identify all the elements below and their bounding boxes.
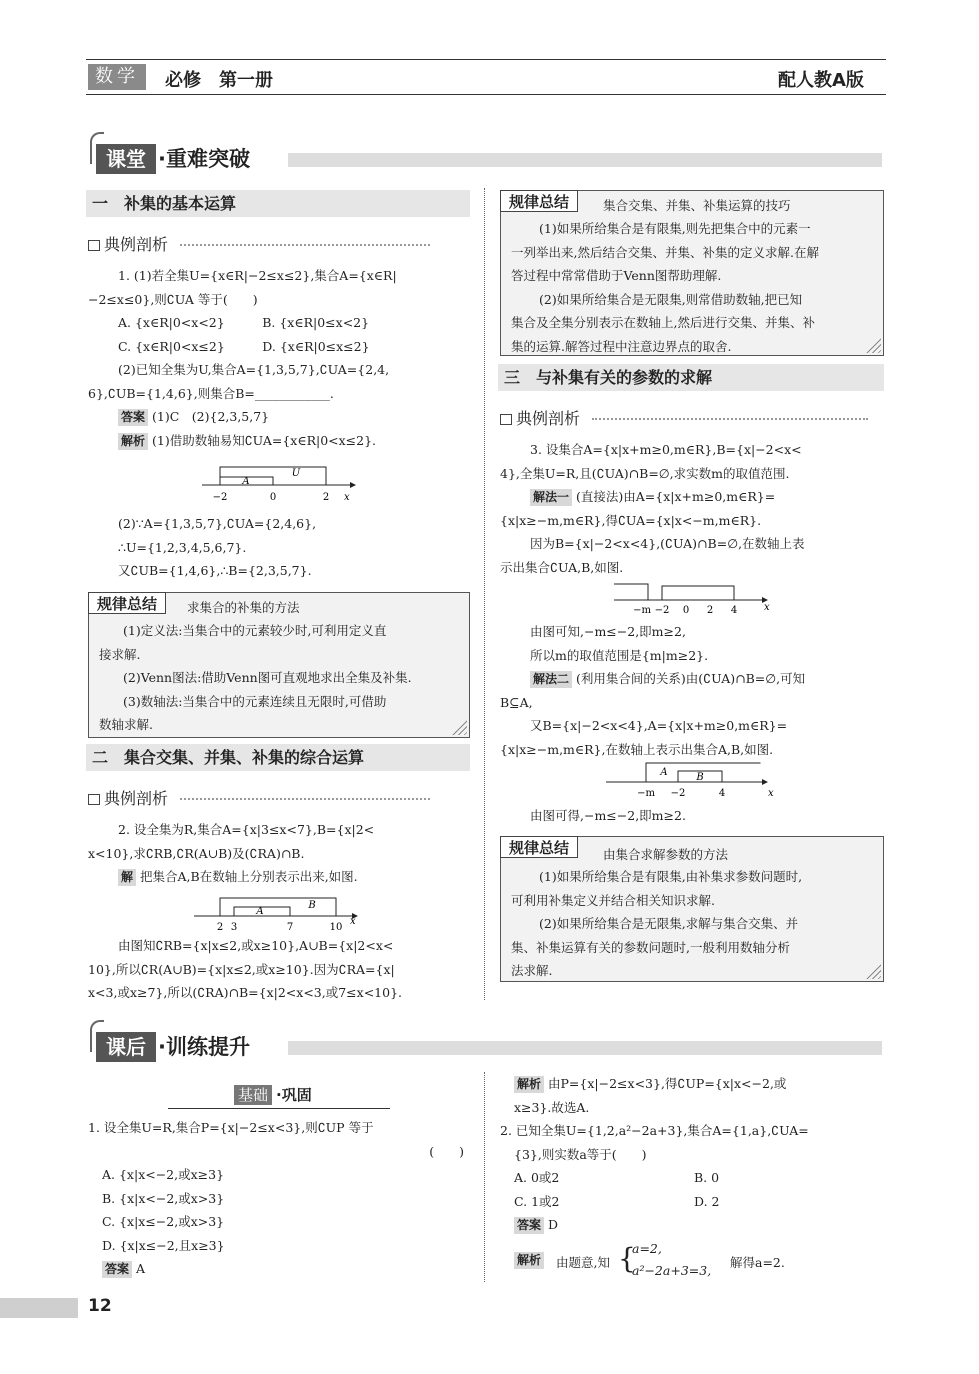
text-line: x<3,或x≥7},所以(∁RA)∩B={x|2<x<3,或7≤x<10}. (88, 985, 403, 1000)
text-line: 接求解. (99, 646, 141, 662)
method-label: 解法一 (530, 489, 572, 506)
practice-right-column (500, 1072, 886, 1283)
text-line: 4},全集U=R,且(∁UA)∩B=∅,求实数m的取值范围. (500, 465, 790, 481)
tick-label: 10 (329, 922, 343, 933)
set-b-label: B (696, 772, 704, 783)
tick-label: −2 (670, 788, 686, 799)
tick-label: 0 (269, 492, 277, 503)
question-1 (88, 264, 472, 452)
dotted-rule (180, 244, 430, 246)
subsection-heading-3: 三 与补集有关的参数的求解 (498, 364, 884, 391)
text-line: −2≤x≤0},则∁UA 等于( ) (88, 291, 258, 307)
tick-label: −m (637, 788, 655, 799)
section-banner-after-class (96, 1026, 882, 1066)
number-line-figure-4 (604, 760, 784, 804)
summary-body (511, 865, 873, 983)
text-line: (2)已知全集为U,集合A={1,3,5,7},∁UA={2,4, (118, 362, 390, 377)
tick-label: 4 (718, 788, 726, 799)
answer-text: A (136, 1261, 146, 1276)
number-line-figure-1 (200, 460, 360, 506)
method-1-conclusion (500, 620, 886, 761)
tick-label: −m (633, 605, 651, 616)
summary-body (99, 619, 459, 737)
example-icon (500, 414, 512, 425)
text-line: 法求解. (511, 963, 553, 978)
section-bar (288, 153, 882, 167)
text-line: 2. 设全集为R,集合A={x|3≤x<7},B={x|2< (118, 822, 375, 837)
number-line-figure-3 (612, 578, 782, 620)
option-line: A. {x|x<−2,或x≥3} (102, 1167, 225, 1182)
example-heading (500, 406, 880, 428)
column-divider (484, 188, 485, 1000)
practice-question-1 (88, 1116, 478, 1281)
tick-label: 3 (230, 922, 238, 933)
summary-box-2 (500, 190, 884, 356)
summary-title: 由集合求解参数的方法 (603, 847, 729, 862)
text-line: 由图可知,−m≤−2,即m≥2, (530, 624, 686, 639)
solution-text: 把集合A,B在数轴上分别表示出来,如图. (140, 869, 358, 884)
subject-tag: 数学 (88, 64, 146, 90)
summary-box-1 (88, 592, 470, 738)
answer-label: 答案 (514, 1217, 544, 1234)
set-a-label: A (256, 906, 264, 917)
option-line: C. {x∈R|0<x≤2} D. {x∈R|0≤x≤2} (118, 338, 370, 354)
text-line: 因为B={x|−2<x<4},(∁UA)∩B=∅,在数轴上表 (530, 536, 805, 551)
answer-text: (1)C (2){2,3,5,7} (152, 409, 270, 424)
header-top-rule (86, 59, 886, 60)
example-label: 典例剖析 (104, 789, 169, 808)
text-line: 又∁UB={1,4,6},∴B={2,3,5,7}. (118, 563, 312, 578)
example-label: 典例剖析 (104, 235, 169, 254)
solution-label: 解析 (514, 1076, 544, 1093)
example-label: 典例剖析 (516, 409, 581, 428)
text-line: 1. (1)若全集U={x∈R|−2≤x≤2},集合A={x∈R| (118, 268, 397, 283)
answer-label: 答案 (118, 409, 148, 426)
text-line: 10},所以∁R(A∪B)={x|x≤2,或x≥10}.因为∁RA={x| (88, 961, 395, 977)
option-line: D. {x|x≤−2,且x≥3} (102, 1237, 225, 1253)
example-heading (88, 232, 428, 254)
text-line: 6},∁UB={1,4,6},则集合B=____________. (88, 385, 334, 401)
text-line: 2. 已知全集U={1,2,a²−2a+3},集合A={1,a},∁UA= (500, 1123, 809, 1138)
section-bar (288, 1041, 882, 1055)
summary-tag: 规律总结 (500, 836, 578, 858)
text-line: 1. 设全集U=R,集合P={x|−2≤x<3},则∁UP 等于 (88, 1120, 374, 1135)
option-line: C. {x|x≤−2,或x>3} (102, 1214, 225, 1229)
question-3 (500, 438, 886, 579)
text-line: (2)如果所给集合是无限集,求解与集合交集、并 (539, 916, 799, 931)
tick-label: 2 (322, 492, 330, 503)
text-line: {x|x≥−m,m∈R},在数轴上表示出集合A,B,如图. (500, 741, 774, 757)
basic-tag-box: 基础 (234, 1085, 272, 1105)
text-line: ∴U={1,2,3,4,5,6,7}. (118, 539, 247, 555)
summary-box-3 (500, 836, 884, 982)
axis-label: x (764, 602, 770, 613)
option-line: C. 1或2 (514, 1193, 560, 1209)
summary-tag: 规律总结 (88, 592, 166, 614)
axis-label: x (344, 492, 350, 503)
text-line: 所以m的取值范围是{m|m≥2}. (530, 647, 709, 663)
basic-tag-text: ·巩固 (272, 1085, 316, 1105)
text-line: x<10},求∁RB,∁R(A∪B)及(∁RA)∩B. (88, 845, 305, 861)
tick-label: 7 (286, 922, 294, 933)
example-icon (88, 240, 100, 251)
example-heading (88, 786, 428, 808)
example-icon (88, 794, 100, 805)
text-line: (2)Venn图法:借助Venn图可直观地求出全集及补集. (123, 670, 412, 685)
text-line: 由P={x|−2≤x<3},得∁UP={x|x<−2,或 (548, 1076, 787, 1091)
section-box: 课后 (96, 1032, 156, 1062)
page-number-bar (0, 1298, 78, 1318)
tick-label: −2 (212, 492, 228, 503)
text-line: 一列举出来,然后结合交集、并集、补集的定义求解.在解 (511, 244, 819, 260)
text-line: (1)定义法:当集合中的元素较少时,可利用定义直 (123, 623, 387, 638)
set-a-label: A (660, 767, 668, 778)
text-line: B⊆A, (500, 694, 533, 710)
text-line: 解得a=2. (730, 1254, 785, 1270)
subsection-heading-1: 一 补集的基本运算 (86, 190, 470, 217)
text-line: 集的运算.解答过程中注意边界点的取舍. (511, 338, 732, 354)
text-line: {3},则实数a等于( ) (514, 1146, 647, 1162)
summary-title: 集合交集、并集、补集运算的技巧 (603, 198, 791, 213)
subsection-heading-2: 二 集合交集、并集、补集的综合运算 (86, 744, 470, 771)
section-title: ·训练提升 (158, 1035, 250, 1059)
tick-label: 2 (706, 605, 714, 616)
method-label: 解法二 (530, 671, 572, 688)
book-volume: 必修 第一册 (165, 70, 273, 91)
solution-text: (1)借助数轴易知∁UA={x∈R|0<x≤2}. (152, 432, 377, 448)
method-2-conclusion (500, 804, 886, 828)
text-line: 可利用补集定义并结合相关知识求解. (511, 892, 715, 908)
solution-label: 解 (118, 869, 136, 886)
option-line: A. 0或2 (514, 1170, 560, 1185)
text-line: 3. 设集合A={x|x+m≥0,m∈R},B={x|−2<x< (530, 442, 802, 457)
number-line-figure-2 (192, 892, 372, 934)
set-b-label: B (308, 900, 316, 911)
page-number: 12 (88, 1296, 112, 1316)
text-line: 又B={x|−2<x<4},A={x|x+m≥0,m∈R}= (530, 718, 788, 733)
header-bottom-rule (86, 94, 886, 95)
tick-label: −2 (654, 605, 670, 616)
text-line: (直接法)由A={x|x+m≥0,m∈R}= (576, 489, 776, 504)
tick-label: 0 (682, 605, 690, 616)
equation-line: a=2, (632, 1240, 662, 1256)
option-line: B. {x|x<−2,或x>3} (102, 1190, 225, 1206)
equation-line: a²−2a+3=3, (632, 1262, 712, 1278)
text-line: 集、补集运算有关的参数问题时,一般利用数轴分析 (511, 939, 790, 955)
section-banner-class (96, 138, 882, 178)
text-line: 由图知∁RB={x|x≤2,或x≥10},A∪B={x|2<x< (118, 938, 394, 953)
answer-label: 答案 (102, 1261, 132, 1278)
solution-label: 解析 (118, 433, 148, 450)
text-line: (利用集合间的关系)由(∁UA)∩B=∅,可知 (576, 671, 806, 686)
answer-text: D (548, 1217, 559, 1232)
tick-label: 2 (216, 922, 224, 933)
dotted-rule (180, 798, 430, 800)
summary-body (511, 217, 873, 358)
text-line: x≥3}.故选A. (514, 1099, 590, 1115)
text-line: 数轴求解. (99, 717, 153, 732)
tick-label: 4 (730, 605, 738, 616)
text-line: 由题意,知 (556, 1254, 610, 1270)
text-line: (2)如果所给集合是无限集,则常借助数轴,把已知 (539, 291, 803, 307)
section-title: ·重难突破 (158, 147, 250, 171)
answer-bracket: ( ) (429, 1143, 464, 1159)
text-line: 示出集合∁UA,B,如图. (500, 559, 624, 575)
axis-label: x (768, 788, 774, 799)
text-line: (2)∵A={1,3,5,7},∁UA={2,4,6}, (118, 516, 317, 531)
solution-label: 解析 (514, 1252, 544, 1269)
solution-part-2 (88, 512, 472, 583)
axis-label: x (350, 916, 356, 927)
option-line: A. {x∈R|0<x<2} B. {x∈R|0≤x<2} (118, 315, 370, 330)
text-line: {x|x≥−m,m∈R},得∁UA={x|x<−m,m∈R}. (500, 512, 762, 528)
text-line: (3)数轴法:当集合中的元素连续且无限时,可借助 (123, 693, 387, 709)
question-2 (88, 818, 472, 889)
q2-solution (500, 1239, 886, 1283)
option-line: D. 2 (694, 1193, 720, 1209)
brace-icon: { (618, 1241, 636, 1275)
text-line: 集合及全集分别表示在数轴上,然后进行交集、并集、补 (511, 315, 815, 330)
summary-tag: 规律总结 (500, 190, 578, 212)
option-line: B. 0 (694, 1170, 720, 1185)
text-line: (1)如果所给集合是有限集,则先把集合中的元素一 (539, 221, 811, 236)
column-divider-bottom (484, 1072, 485, 1282)
set-u-label: U (291, 468, 301, 479)
edition-label: 配人教A版 (778, 70, 864, 91)
basic-consolidate-tag (234, 1084, 316, 1105)
section-box: 课堂 (96, 144, 156, 174)
set-a-label: A (242, 476, 250, 487)
solution-q2 (88, 934, 472, 1005)
text-line: 由图可得,−m≤−2,即m≥2. (530, 808, 686, 823)
summary-title: 求集合的补集的方法 (187, 600, 300, 615)
text-line: (1)如果所给集合是有限集,由补集求参数问题时, (539, 869, 803, 884)
dotted-rule (592, 418, 868, 420)
text-line: 答过程中常常借助于Venn图帮助理解. (511, 268, 722, 283)
